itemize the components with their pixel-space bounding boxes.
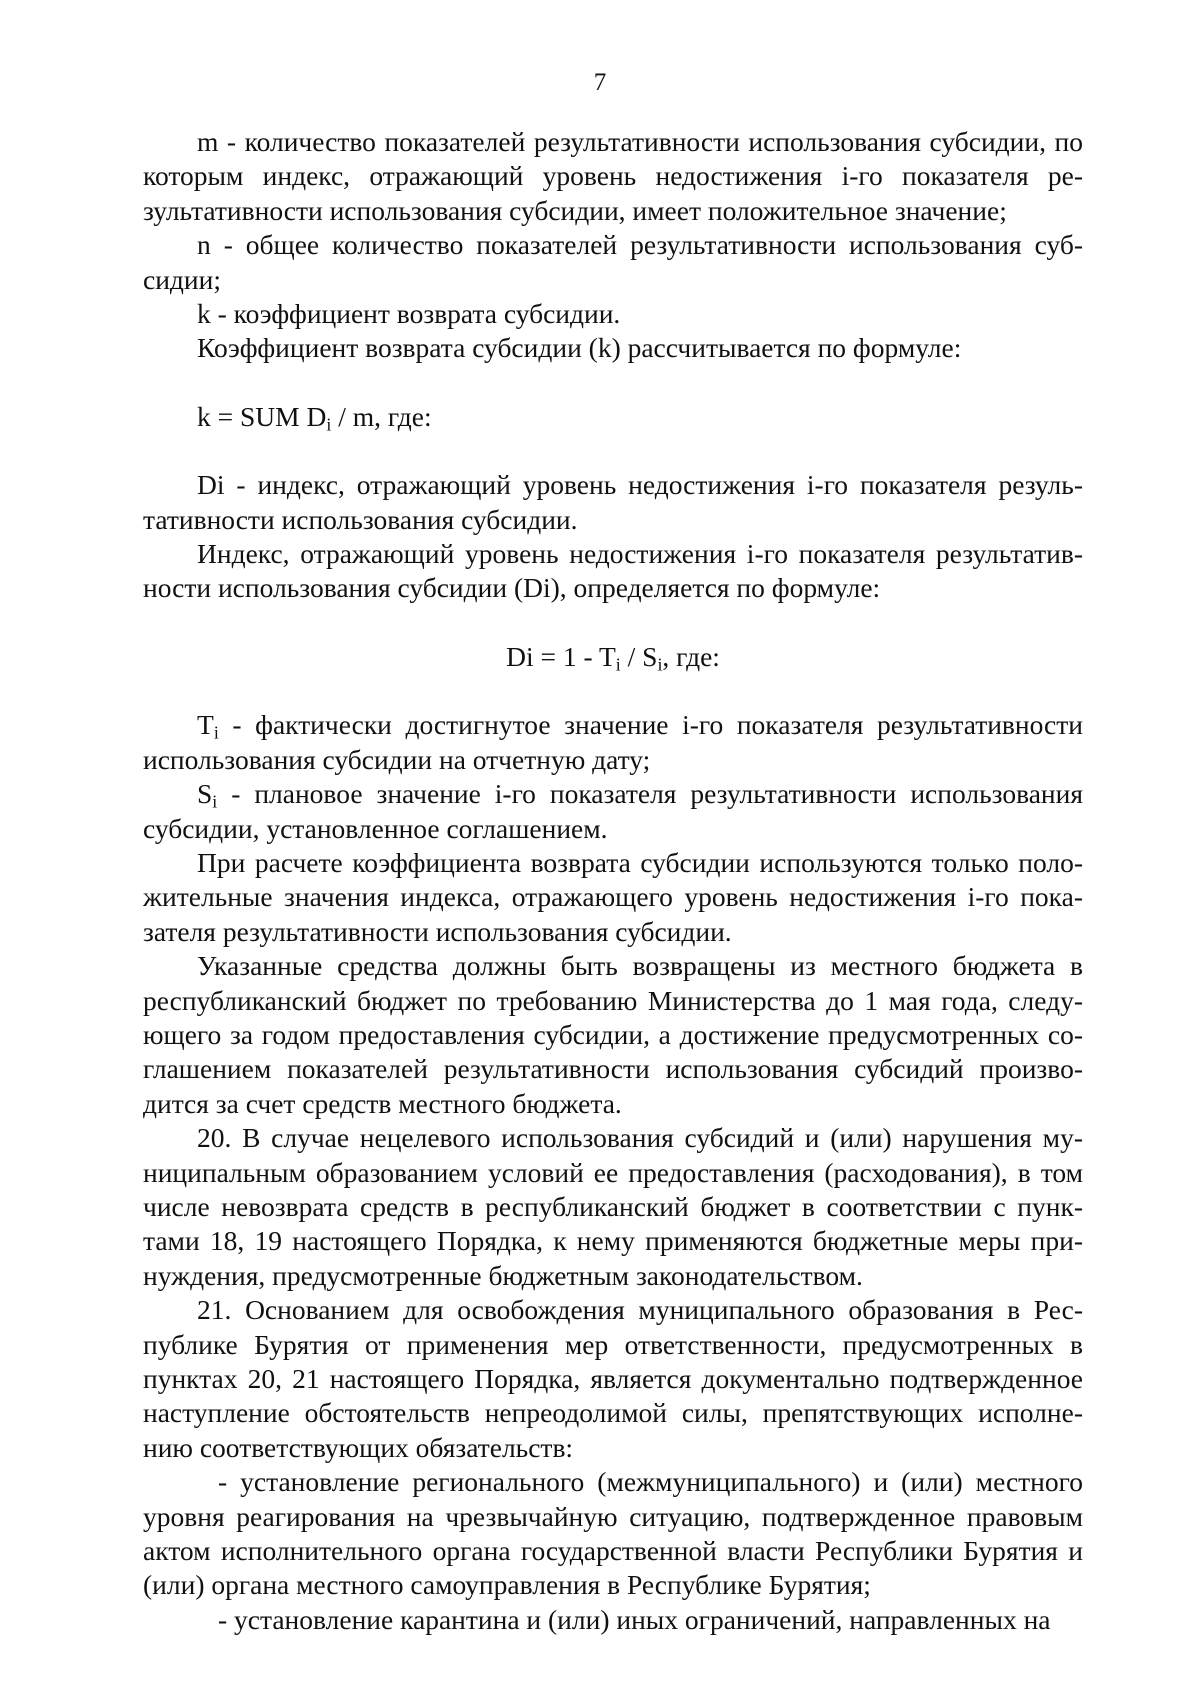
si-subscript: i [212, 791, 218, 812]
formula-di [143, 640, 1083, 674]
ti-subscript: i [213, 722, 219, 743]
formula-di-sub2: i [657, 654, 663, 675]
formula-k-subscript: i [326, 414, 332, 435]
document-body [143, 125, 1083, 1637]
page-number: 7 [593, 69, 607, 96]
paragraph-n-definition: n - общее количество показателей результативности использования субсидии; [143, 229, 1083, 295]
paragraph-ti-definition [143, 708, 1083, 777]
si-text: - плановое значение i-го показателя результативности использования субсидии, установленное соглашением. [143, 778, 1083, 844]
formula-di-part1: Di = 1 - T [506, 640, 616, 672]
paragraph-k-definition: k - коэффициент возврата субсидии. [197, 298, 621, 330]
list-item: - установление карантина и (или) иных ограничений, направленных на [218, 1603, 1051, 1635]
formula-k-lhs: k = SUM D [197, 400, 327, 432]
paragraph-item-20: 20. В случае нецелевого использования субсидий и (или) нарушения муниципальным образованием условий ее предоставления (расходования), в том числе невозврата средств в республиканский бюджет в соответствии с пунктами 18, 19 настоящего Порядка, к нему применяются бюджетные меры принуждения, предусмотренные бюджетным законодательством. [143, 1122, 1083, 1291]
paragraph-k-formula-intro: Коэффициент возврата субсидии (k) рассчитывается по формуле: [197, 332, 962, 364]
formula-di-sub1: i [615, 654, 621, 675]
ti-text: - фактически достигнутое значение i-го показателя результативности использования субсидии на отчетную дату; [143, 709, 1083, 775]
paragraph-di-definition: Di - индекс, отражающий уровень недостижения i-го показателя результативности использования субсидии. [143, 469, 1083, 535]
paragraph-item-21: 21. Основанием для освобождения муниципального образования в Республике Бурятия от применения мер ответственности, предусмотренных в пунктах 20, 21 настоящего Порядка, является документально подтвержденное наступление обстоятельств непреодолимой силы, препятствующих исполнению соответствующих обязательств: [143, 1294, 1083, 1463]
paragraph-funds-return: Указанные средства должны быть возвращены из местного бюджета в республиканский бюджет по требованию Министерства до 1 мая года, следующего за годом предоставления субсидии, а достижение предусмотренных соглашением показателей результативности использования субсидий производится за счет средств местного бюджета. [143, 950, 1083, 1119]
paragraph-m-definition: m - количество показателей результативности использования субсидии, по которым индекс, отражающий уровень недостижения i-го показателя результативности использования субсидии, имеет положительное значение; [143, 126, 1083, 226]
ti-symbol: T [197, 709, 214, 741]
paragraph-positive-values: При расчете коэффициента возврата субсидии используются только положительные значения индекса, отражающего уровень недостижения i-го показателя результативности использования субсидии. [143, 846, 1083, 947]
formula-di-part3: , где: [662, 640, 720, 672]
paragraph-di-formula-intro: Индекс, отражающий уровень недостижения i-го показателя результативности использования субсидии (Di), определяется по формуле: [143, 538, 1083, 604]
formula-k-rhs: / m, где: [331, 400, 432, 432]
list-item: - установление регионального (межмуниципального) и (или) местного уровня реагирования на чрезвычайную ситуацию, подтвержденное правовым актом исполнительного органа государственной власти Республики Бурятия и (или) органа местного самоуправления в Республике Бурятия; [143, 1466, 1083, 1601]
paragraph-si-definition [143, 777, 1083, 846]
si-symbol: S [197, 778, 213, 810]
formula-di-part2: / S [620, 640, 658, 672]
formula-k [143, 400, 1083, 434]
